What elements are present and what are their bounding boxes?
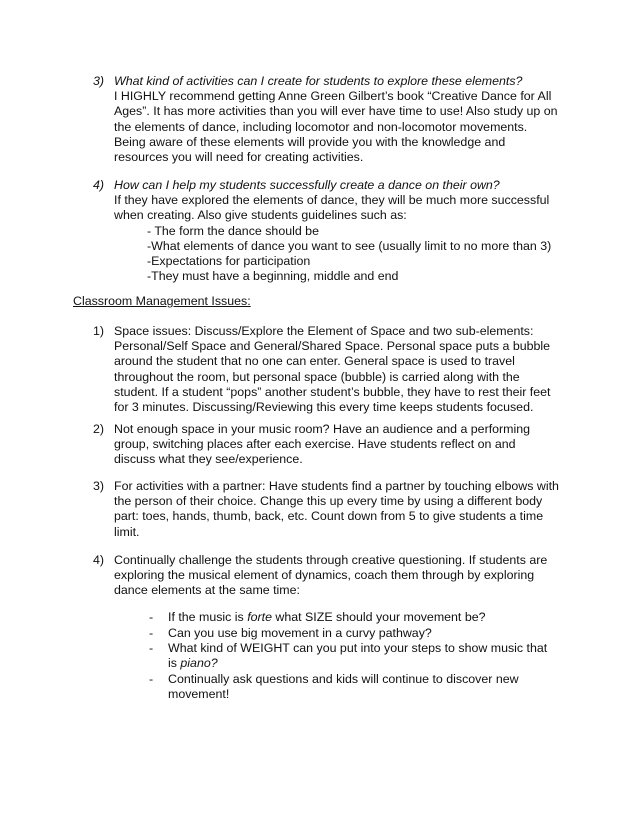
issue-2-number: 2)	[93, 422, 105, 436]
bullet-text: what SIZE should your movement be?	[271, 610, 486, 624]
q3-block	[114, 74, 558, 165]
bullet-text: movement!	[168, 687, 230, 702]
issue-3-number: 3)	[93, 479, 105, 493]
issue-1-number: 1)	[93, 324, 105, 338]
bullet-text: What kind of WEIGHT can you put into your steps to show music that	[168, 641, 548, 655]
q4-line: when creating. Also give students guidelines such as:	[114, 208, 407, 223]
issue-line: For activities with a partner: Have students find a partner by touching elbows with	[114, 479, 559, 493]
issue-line: part: toes, hands, thumb, back, etc. Count down from 5 to give students a time	[114, 509, 544, 524]
bullet-item	[168, 672, 519, 702]
q3-number: 3)	[93, 74, 105, 88]
issue-line: exploring the musical element of dynamics, coach them through by exploring	[114, 568, 535, 583]
bullet-dash: -	[149, 672, 154, 686]
guideline-item: -They must have a beginning, middle and end	[147, 269, 399, 284]
issue-line: limit.	[114, 524, 140, 539]
issue-line: discuss what they see/experience.	[114, 452, 303, 467]
bullet-dash: -	[149, 625, 154, 640]
issue-line: for 3 minutes. Discussing/Reviewing this every time keeps students focused.	[114, 400, 534, 415]
bullet-item: Can you use big movement in a curvy pathway?	[168, 625, 432, 640]
issue-3-text	[114, 479, 559, 540]
issue-2-text	[114, 422, 530, 468]
q4-number: 4)	[93, 178, 105, 192]
guideline-item: -What elements of dance you want to see (usually limit to no more than 3)	[147, 238, 552, 253]
bullet-text: Continually ask questions and kids will continue to discover new	[168, 672, 519, 686]
issue-line: dance elements at the same time:	[114, 583, 300, 598]
issue-line: student. If a student “pops” another student’s bubble, they have to rest their feet	[114, 384, 551, 399]
bullet-dash: -	[149, 641, 154, 655]
issue-line: Personal/Self Space and General/Shared Space. Personal space puts a bubble	[114, 339, 551, 354]
issue-line: Not enough space in your music room? Have an audience and a performing	[114, 422, 531, 436]
section-heading: Classroom Management Issues:	[73, 294, 251, 308]
issue-line: throughout the room, but personal space (bubble) is carried along with the	[114, 369, 520, 384]
bullet-text: If the music is	[168, 610, 248, 624]
guideline-item: - The form the dance should be	[147, 223, 319, 238]
bullet-dash: -	[149, 610, 154, 624]
q3-line: I HIGHLY recommend getting Anne Green Gilbert’s book “Creative Dance for All	[114, 89, 552, 104]
q3-line: resources you will need for creating activities.	[114, 150, 364, 165]
bullet-emphasis: forte	[247, 610, 272, 624]
issue-line: the person of their choice. Change this up every time by using a different body	[114, 494, 543, 509]
issue-line: Space issues: Discuss/Explore the Element of Space and two sub-elements:	[114, 324, 534, 338]
q3-question: What kind of activities can I create for students to explore these elements?	[114, 74, 523, 88]
q3-line: Ages”. It has more activities than you will ever have time to use! Also study up on	[114, 104, 558, 119]
q4-line: If they have explored the elements of dance, they will be much more successful	[114, 193, 550, 208]
q4-guidelines	[147, 224, 551, 285]
issue-4-text	[114, 553, 547, 599]
q4-block	[114, 178, 549, 224]
guideline-item: -Expectations for participation	[147, 254, 311, 268]
bullet-emphasis: piano?	[180, 656, 218, 671]
issue-line: around the student that no one can enter. General space is used to travel	[114, 354, 515, 369]
issue-1-text	[114, 324, 550, 415]
q3-line: Being aware of these elements will provide you with the knowledge and	[114, 134, 506, 149]
q3-line: the elements of dance, including locomotor and non-locomotor movements.	[114, 119, 528, 134]
issue-line: Continually challenge the students through creative questioning. If students are	[114, 553, 548, 567]
bullet-item	[168, 641, 547, 671]
bullet-text: is	[168, 656, 181, 671]
issue-4-number: 4)	[93, 553, 105, 567]
q4-question: How can I help my students successfully create a dance on their own?	[114, 178, 500, 192]
issue-line: group, switching places after each exercise. Have students reflect on and	[114, 437, 516, 452]
bullet-item	[168, 610, 486, 625]
